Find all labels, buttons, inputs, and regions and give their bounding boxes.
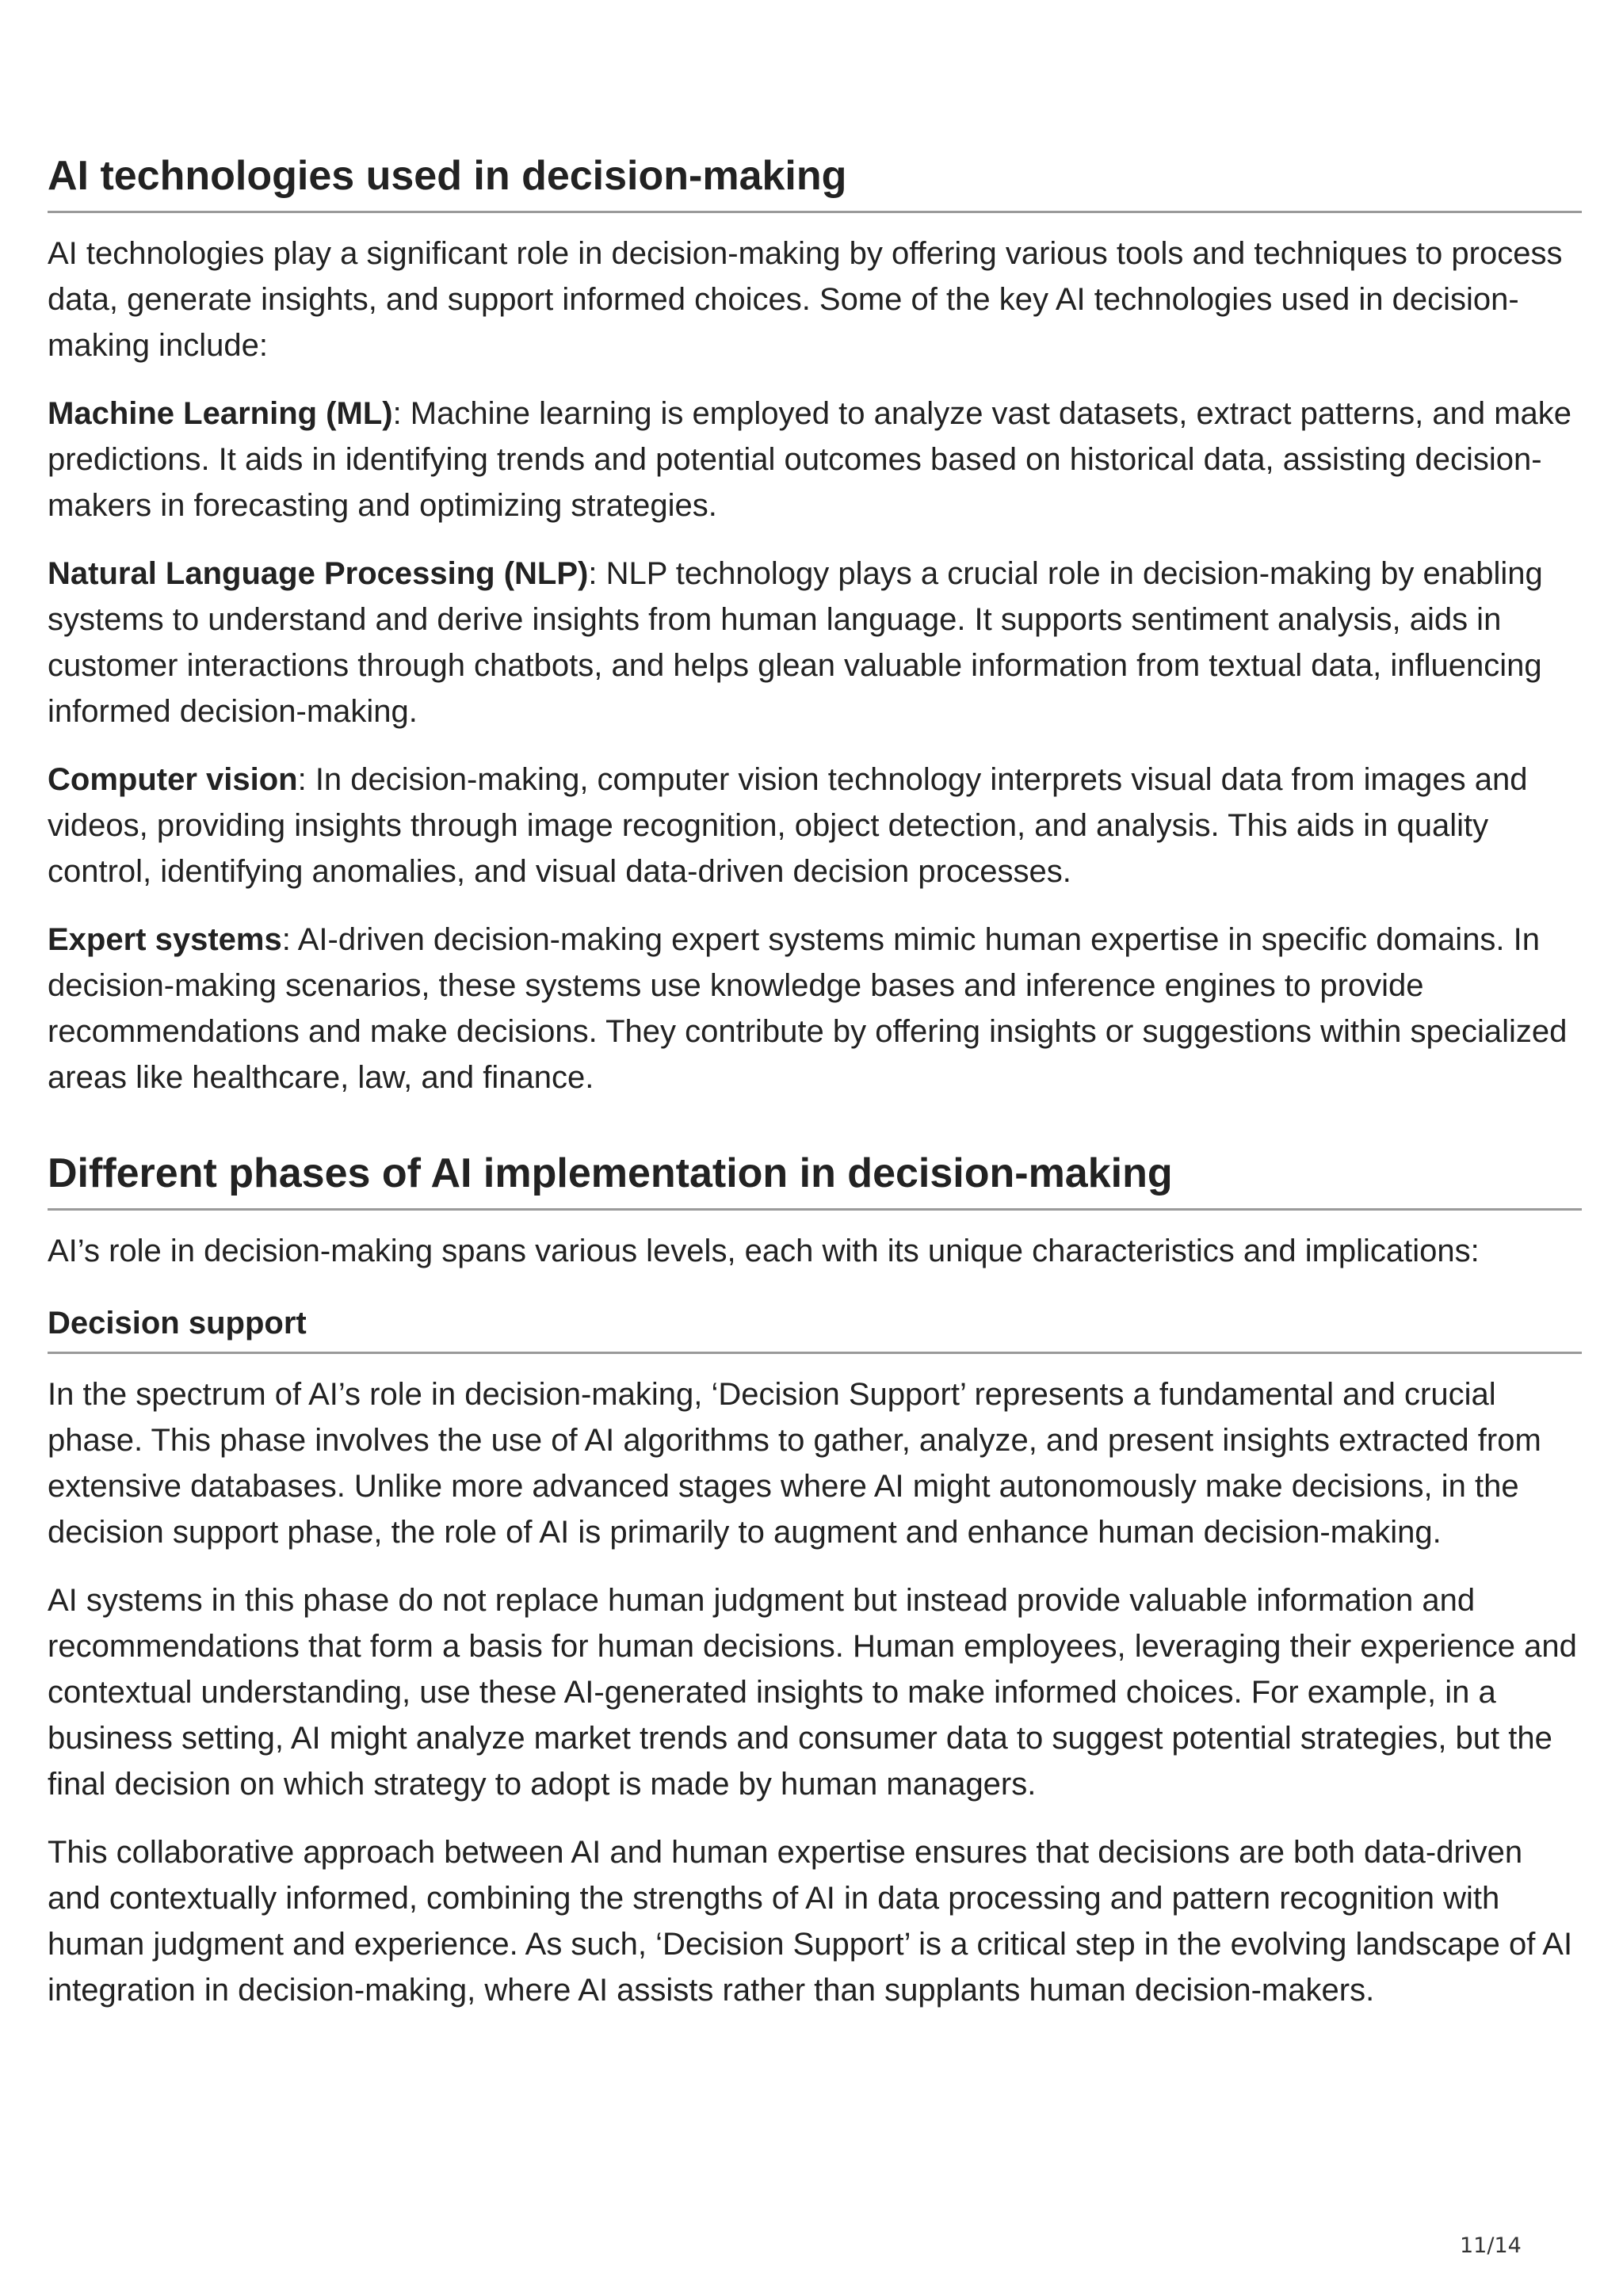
term-nlp: Natural Language Processing (NLP): [48, 556, 589, 591]
page-number: 11/14: [1460, 2233, 1522, 2258]
section-heading-ai-technologies: AI technologies used in decision-making: [48, 151, 1582, 213]
section-intro-paragraph: AI technologies play a significant role in decision-making by offering various tools and techniques to process data, generate insights, and support informed choices. Some of the key AI technologies used in decision-making include:: [48, 236, 1563, 363]
decision-support-paragraph-1: In the spectrum of AI’s role in decision-making, ‘Decision Support’ represents a fundamental and crucial phase. This phase involves the use of AI algorithms to gather, analyze, and present insights extracted from extensive databases. Unlike more advanced stages where AI might autonomously make decisions, in the decision support phase, the role of AI is primarily to augment and enhance human decision-making.: [48, 1377, 1541, 1550]
section-heading-phases: Different phases of AI implementation in decision-making: [48, 1148, 1582, 1211]
term-expert-systems: Expert systems: [48, 922, 282, 957]
item-computer-vision: [48, 757, 1582, 894]
item-machine-learning: [48, 391, 1582, 528]
item-expert-systems: [48, 917, 1582, 1100]
desc-nlp: : NLP technology plays a crucial role in decision-making by enabling systems to understand and derive insights from human language. It supports sentiment analysis, aids in customer interactions through chatbots, and helps glean valuable information from textual data, influencing informed decision-making.: [48, 556, 1543, 729]
item-nlp: [48, 551, 1582, 734]
phases-intro-paragraph: AI’s role in decision-making spans various levels, each with its unique characteristics and implications:: [48, 1234, 1480, 1268]
document-page: [48, 0, 1582, 2013]
decision-support-paragraph-3: This collaborative approach between AI and human expertise ensures that decisions are both data-driven and contextually informed, combining the strengths of AI in data processing and pattern recognition with human judgment and experience. As such, ‘Decision Support’ is a critical step in the evolving landscape of AI integration in decision-making, where AI assists rather than supplants human decision-makers.: [48, 1835, 1573, 2008]
subheading-decision-support: Decision support: [48, 1302, 1582, 1354]
decision-support-paragraph-2: AI systems in this phase do not replace human judgment but instead provide valuable information and recommendations that form a basis for human decisions. Human employees, leveraging their experience and contextual understanding, use these AI-generated insights to make informed choices. For example, in a business setting, AI might analyze market trends and consumer data to suggest potential strategies, but the final decision on which strategy to adopt is made by human managers.: [48, 1583, 1577, 1802]
desc-expert-systems: : AI-driven decision-making expert systems mimic human expertise in specific domains. In decision-making scenarios, these systems use knowledge bases and inference engines to provide recommendations and make decisions. They contribute by offering insights or suggestions within specialized areas like healthcare, law, and finance.: [48, 922, 1568, 1095]
term-computer-vision: Computer vision: [48, 762, 298, 797]
term-machine-learning: Machine Learning (ML): [48, 396, 393, 431]
desc-computer-vision: : In decision-making, computer vision technology interprets visual data from images and videos, providing insights through image recognition, object detection, and analysis. This aids in quality control, identifying anomalies, and visual data-driven decision processes.: [48, 762, 1528, 889]
desc-machine-learning: : Machine learning is employed to analyze vast datasets, extract patterns, and make predictions. It aids in identifying trends and potential outcomes based on historical data, assisting decision-makers in forecasting and optimizing strategies.: [48, 396, 1572, 523]
